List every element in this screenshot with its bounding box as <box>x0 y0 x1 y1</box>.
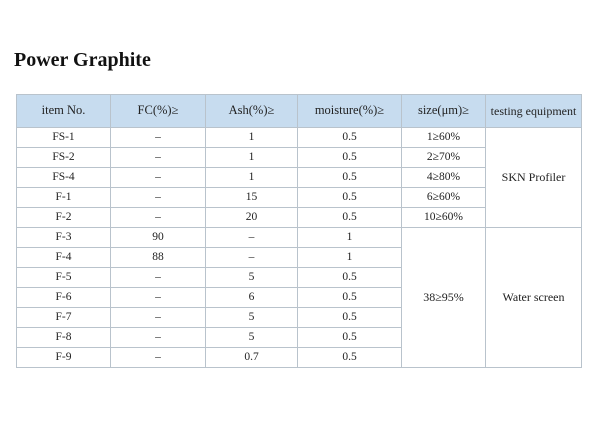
item-no-cell: F-2 <box>17 208 111 228</box>
moisture-cell: 1 <box>298 248 402 268</box>
fc-cell: – <box>111 288 206 308</box>
moisture-cell: 0.5 <box>298 328 402 348</box>
fc-cell: – <box>111 128 206 148</box>
ash-cell: 1 <box>206 148 298 168</box>
item-no-cell: FS-1 <box>17 128 111 148</box>
header-fc: FC(%)≥ <box>111 95 206 128</box>
fc-cell: 90 <box>111 228 206 248</box>
moisture-cell: 0.5 <box>298 288 402 308</box>
fc-cell: 88 <box>111 248 206 268</box>
item-no-cell: F-7 <box>17 308 111 328</box>
table-row <box>17 128 582 148</box>
size-cell: 4≥80% <box>402 168 486 188</box>
item-no-cell: F-9 <box>17 348 111 368</box>
item-no-cell: F-3 <box>17 228 111 248</box>
fc-cell: – <box>111 308 206 328</box>
header-row <box>17 95 582 128</box>
size-cell: 1≥60% <box>402 128 486 148</box>
ash-cell: 1 <box>206 128 298 148</box>
fc-cell: – <box>111 328 206 348</box>
size-cell: 6≥60% <box>402 188 486 208</box>
header-ash: Ash(%)≥ <box>206 95 298 128</box>
size-cell: 10≥60% <box>402 208 486 228</box>
header-item-no: item No. <box>17 95 111 128</box>
ash-cell: 5 <box>206 268 298 288</box>
item-no-cell: FS-4 <box>17 168 111 188</box>
size-cell: 2≥70% <box>402 148 486 168</box>
power-graphite-table <box>16 94 582 368</box>
header-size: size(μm)≥ <box>402 95 486 128</box>
item-no-cell: F-4 <box>17 248 111 268</box>
header-testing-equipment: testing equipment <box>486 95 582 128</box>
moisture-cell: 0.5 <box>298 308 402 328</box>
water-size-cell: 38≥95% <box>402 228 486 368</box>
fc-cell: – <box>111 188 206 208</box>
ash-cell: – <box>206 228 298 248</box>
skn-profiler-cell: SKN Profiler <box>486 128 582 228</box>
moisture-cell: 0.5 <box>298 128 402 148</box>
moisture-cell: 0.5 <box>298 148 402 168</box>
ash-cell: 5 <box>206 328 298 348</box>
table-body <box>17 128 582 368</box>
ash-cell: 20 <box>206 208 298 228</box>
table-row <box>17 228 582 248</box>
moisture-cell: 0.5 <box>298 208 402 228</box>
item-no-cell: F-5 <box>17 268 111 288</box>
header-moisture: moisture(%)≥ <box>298 95 402 128</box>
fc-cell: – <box>111 168 206 188</box>
ash-cell: 1 <box>206 168 298 188</box>
moisture-cell: 1 <box>298 228 402 248</box>
item-no-cell: F-1 <box>17 188 111 208</box>
moisture-cell: 0.5 <box>298 268 402 288</box>
item-no-cell: F-6 <box>17 288 111 308</box>
ash-cell: 15 <box>206 188 298 208</box>
water-screen-cell: Water screen <box>486 228 582 368</box>
moisture-cell: 0.5 <box>298 348 402 368</box>
ash-cell: 5 <box>206 308 298 328</box>
page-title: Power Graphite <box>14 49 151 71</box>
item-no-cell: FS-2 <box>17 148 111 168</box>
fc-cell: – <box>111 208 206 228</box>
item-no-cell: F-8 <box>17 328 111 348</box>
fc-cell: – <box>111 268 206 288</box>
ash-cell: 0.7 <box>206 348 298 368</box>
moisture-cell: 0.5 <box>298 188 402 208</box>
moisture-cell: 0.5 <box>298 168 402 188</box>
table-header <box>17 95 582 128</box>
fc-cell: – <box>111 148 206 168</box>
ash-cell: – <box>206 248 298 268</box>
ash-cell: 6 <box>206 288 298 308</box>
fc-cell: – <box>111 348 206 368</box>
